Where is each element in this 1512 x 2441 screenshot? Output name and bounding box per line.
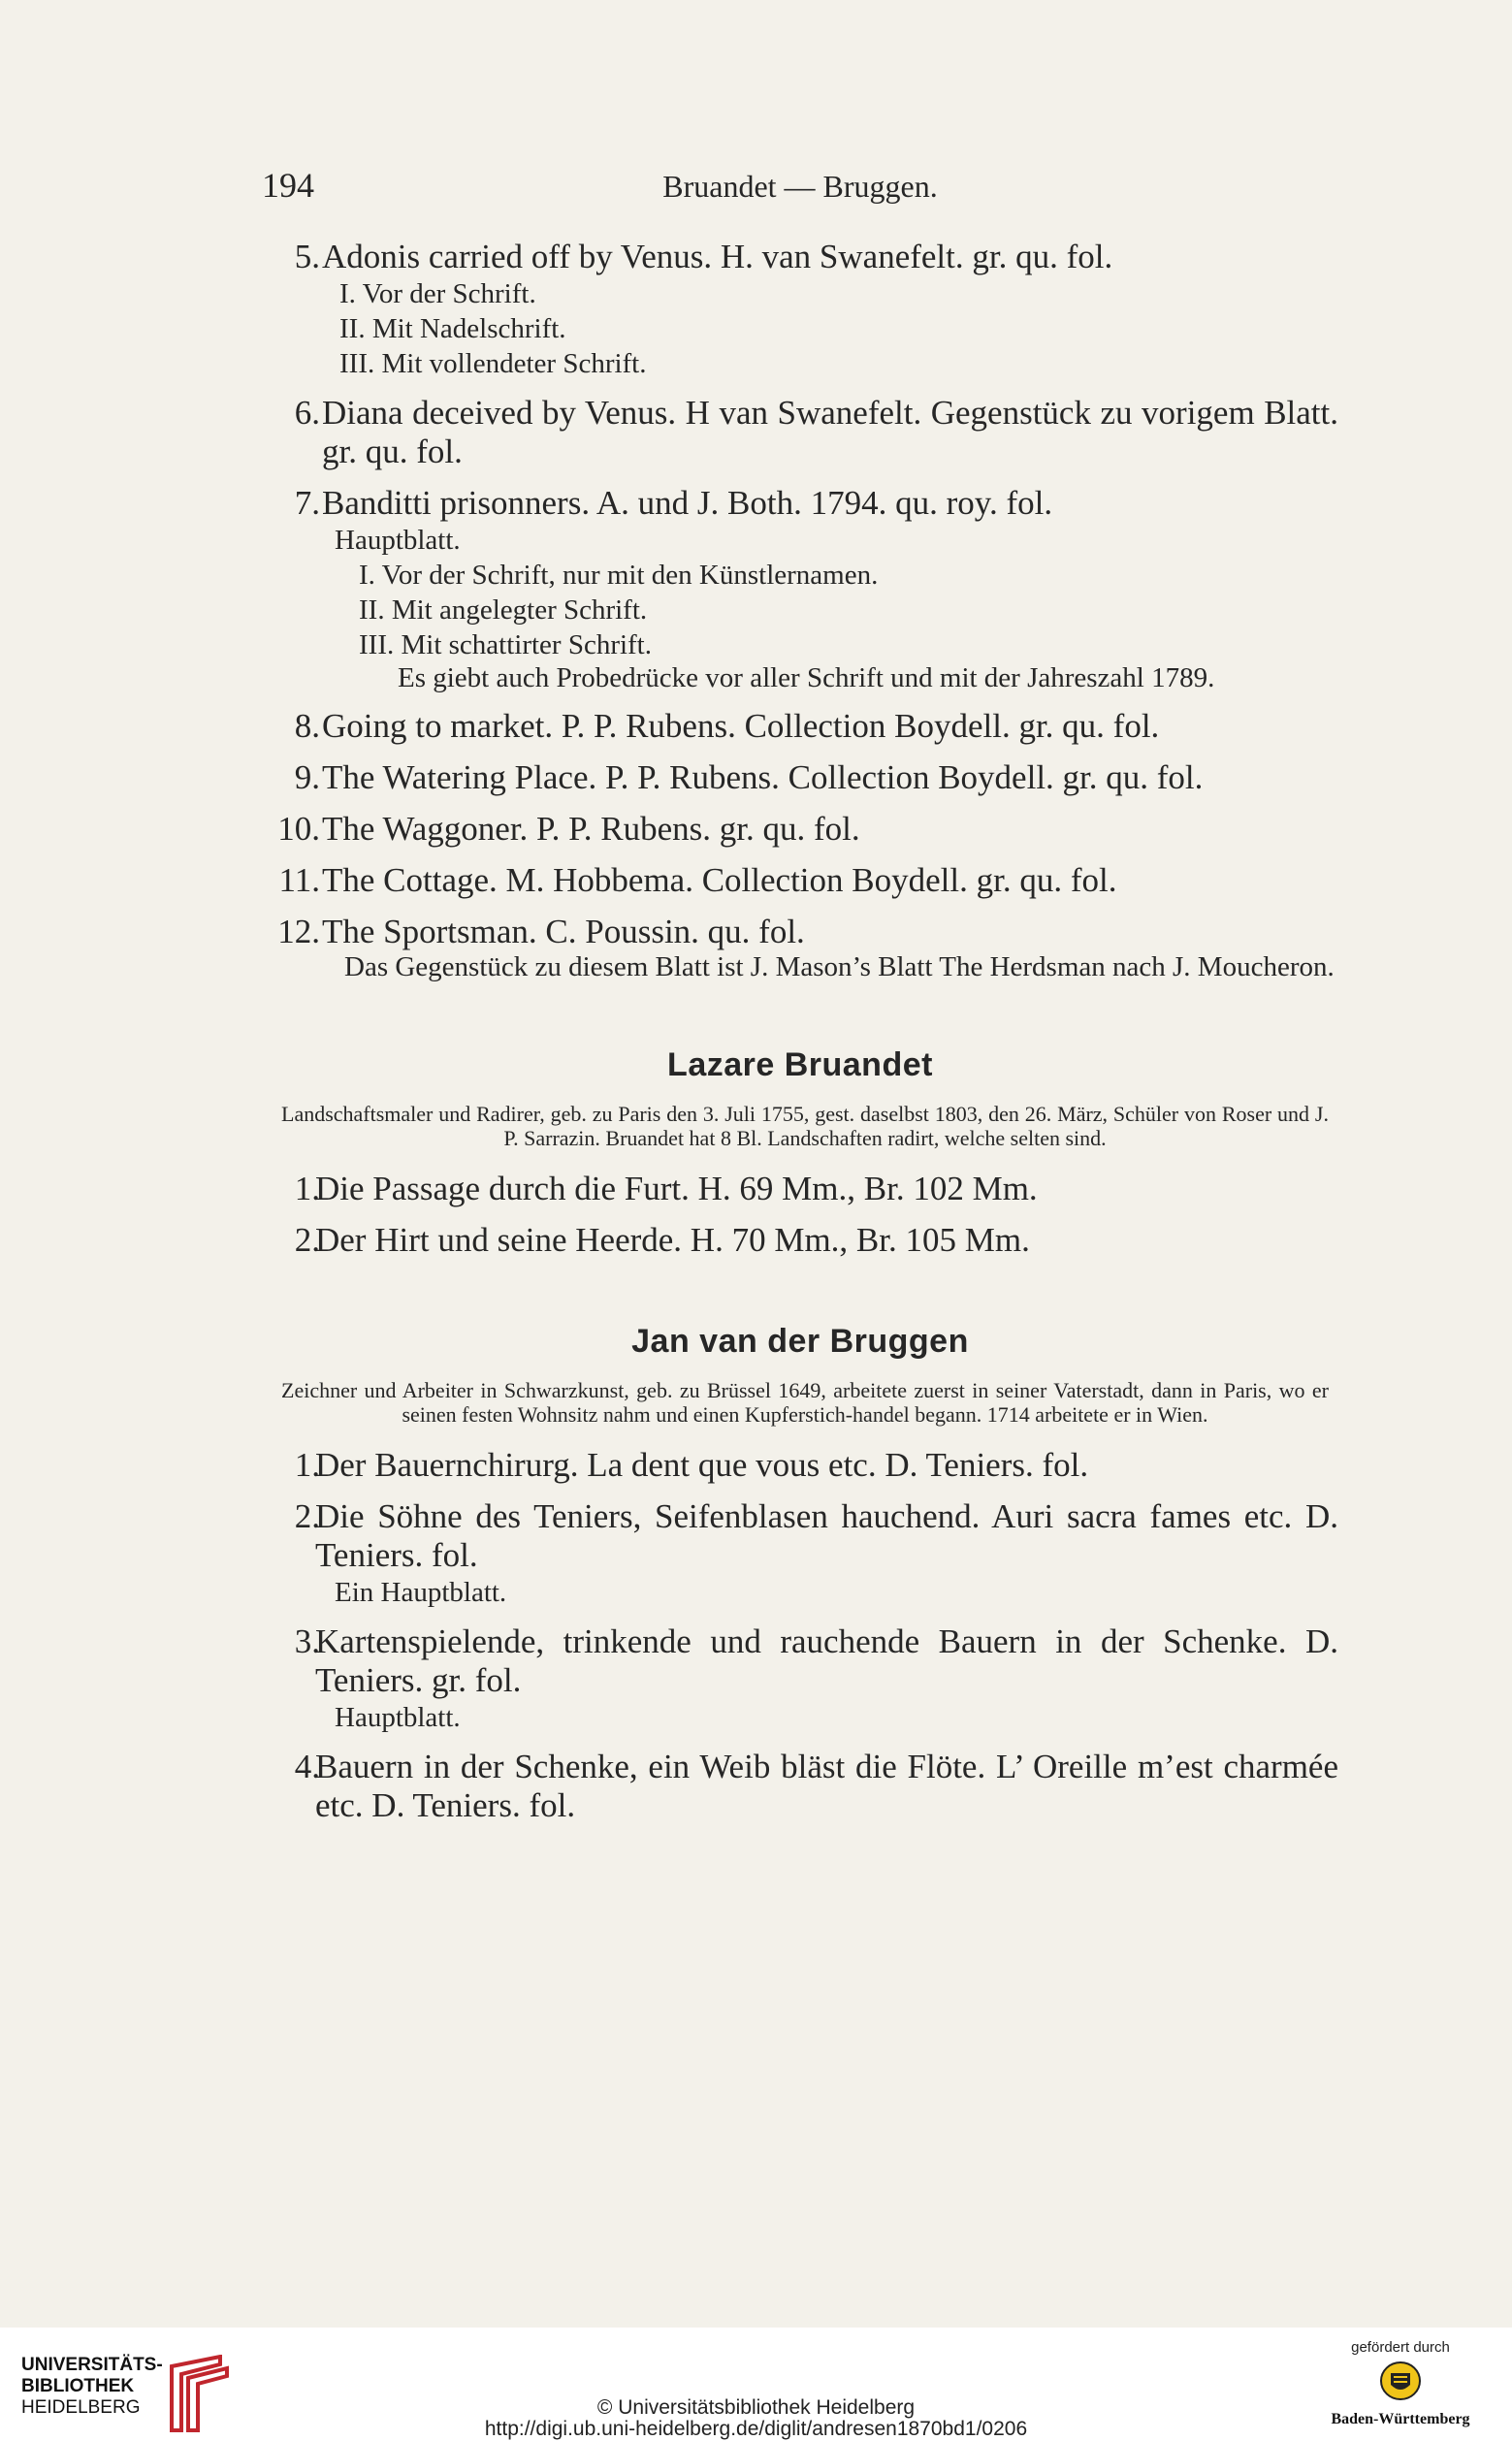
entry-number: 9. bbox=[294, 758, 320, 796]
artist-biography: Landschaftsmaler und Radirer, geb. zu Paris den 3. Juli 1755, gest. daselbst 1803, den 26. März, Schüler von Roser und J. P. Sarrazin. Bruandet hat 8 Bl. Landschaften radirt, welche selten sind. bbox=[281, 1102, 1329, 1150]
library-name-line: BIBLIOTHEK bbox=[21, 2376, 135, 2396]
catalog-entry bbox=[262, 1622, 1338, 1735]
artist-heading: Lazare Bruandet bbox=[667, 1046, 933, 1083]
entry-text: Bauern in der Schenke, ein Weib bläst die Flöte. L’ Oreille m’est charmée etc. D. Teniers. fol. bbox=[315, 1748, 1338, 1824]
entry-label: Ein Hauptblatt. bbox=[335, 1577, 507, 1608]
entry-number: 5. bbox=[294, 238, 320, 275]
state-line: II. Mit angelegter Schrift. bbox=[359, 594, 648, 626]
catalog-entry bbox=[262, 1446, 1338, 1485]
entry-label: Hauptblatt. bbox=[335, 525, 461, 556]
digitization-footer bbox=[0, 2328, 1512, 2441]
entry-text: Kartenspielende, trinkende und rauchende Bauern in der Schenke. D. Teniers. gr. fol. bbox=[315, 1622, 1338, 1699]
entry-number: 2. bbox=[294, 1221, 320, 1259]
entry-text: Der Hirt und seine Heerde. H. 70 Mm., Br. 105 Mm. bbox=[315, 1221, 1030, 1259]
funder-logo[interactable] bbox=[1318, 2339, 1483, 2428]
catalog-entry bbox=[262, 810, 1338, 849]
entry-text: Der Bauernchirurg. La dent que vous etc. D. Teniers. fol. bbox=[315, 1446, 1089, 1484]
funded-by-text: gefördert durch bbox=[1351, 2339, 1450, 2356]
entry-number: 12. bbox=[277, 913, 320, 950]
entry-text: The Watering Place. P. P. Rubens. Collection Boydell. gr. qu. fol. bbox=[322, 758, 1204, 796]
entry-number: 8. bbox=[294, 707, 320, 745]
state-line: II. Mit Nadelschrift. bbox=[339, 313, 566, 344]
entry-text: The Waggoner. P. P. Rubens. gr. qu. fol. bbox=[322, 810, 860, 848]
page-header bbox=[262, 165, 1338, 213]
library-name-line: HEIDELBERG bbox=[21, 2397, 141, 2418]
entry-text: Adonis carried off by Venus. H. van Swanefelt. gr. qu. fol. bbox=[322, 238, 1113, 275]
page-content bbox=[262, 238, 1338, 1838]
entry-text: Die Söhne des Teniers, Seifenblasen hauchend. Auri sacra fames etc. D. Teniers. fol. bbox=[315, 1497, 1338, 1574]
state-line: I. Vor der Schrift, nur mit den Künstlernamen. bbox=[359, 560, 879, 591]
entry-text: Going to market. P. P. Rubens. Collection Boydell. gr. qu. fol. bbox=[322, 707, 1160, 745]
copyright-notice bbox=[0, 2397, 1512, 2440]
entry-text: Die Passage durch die Furt. H. 69 Mm., Br. 102 Mm. bbox=[315, 1170, 1038, 1207]
coat-of-arms-icon bbox=[1379, 2360, 1422, 2402]
catalog-entry bbox=[262, 758, 1338, 797]
entry-number: 6. bbox=[294, 394, 320, 432]
catalog-entry bbox=[262, 1170, 1338, 1208]
entry-number: 11. bbox=[278, 861, 320, 899]
artist-biography: Zeichner und Arbeiter in Schwarzkunst, geb. zu Brüssel 1649, arbeitete zuerst in seiner Vaterstadt, dann in Paris, wo er seinen festen Wohnsitz nahm und einen Kupferstich-handel begann. 1714 arbeitete er in Wien. bbox=[281, 1378, 1329, 1427]
page-number: 194 bbox=[262, 166, 314, 205]
catalog-entry bbox=[262, 913, 1338, 983]
entry-text: Diana deceived by Venus. H van Swanefelt. Gegenstück zu vorigem Blatt. gr. qu. fol. bbox=[322, 394, 1338, 470]
entry-number: 2. bbox=[294, 1497, 320, 1535]
state-line: III. Mit schattirter Schrift. bbox=[359, 629, 652, 660]
entry-text: Banditti prisonners. A. und J. Both. 1794. qu. roy. fol. bbox=[322, 484, 1053, 522]
catalog-entry bbox=[262, 238, 1338, 381]
entry-label: Hauptblatt. bbox=[335, 1702, 461, 1733]
entry-note: Das Gegenstück zu diesem Blatt ist J. Mason’s Blatt The Herdsman nach J. Moucheron. bbox=[344, 951, 1335, 982]
state-line: I. Vor der Schrift. bbox=[339, 278, 536, 309]
entry-number: 3. bbox=[294, 1622, 320, 1660]
running-title: Bruandet — Bruggen. bbox=[662, 169, 938, 204]
catalog-entry bbox=[262, 1497, 1338, 1610]
artist-heading: Jan van der Bruggen bbox=[631, 1323, 969, 1360]
entry-number: 4. bbox=[294, 1748, 320, 1785]
entry-number: 1. bbox=[294, 1446, 320, 1484]
funder-name: Baden-Württemberg bbox=[1331, 2411, 1470, 2427]
copyright-text: © Universitätsbibliothek Heidelberg bbox=[596, 2396, 916, 2419]
state-line: III. Mit vollendeter Schrift. bbox=[339, 348, 647, 379]
catalog-entry bbox=[262, 707, 1338, 746]
catalog-entry bbox=[262, 861, 1338, 900]
entry-number: 7. bbox=[294, 484, 320, 522]
entry-text: The Cottage. M. Hobbema. Collection Boydell. gr. qu. fol. bbox=[322, 861, 1117, 899]
entry-number: 10. bbox=[277, 810, 320, 848]
library-name-line: UNIVERSITÄTS- bbox=[21, 2355, 163, 2375]
permalink[interactable]: http://digi.ub.uni-heidelberg.de/diglit/andresen1870bd1/0206 bbox=[484, 2418, 1028, 2440]
catalog-entry bbox=[262, 394, 1338, 471]
catalog-entry bbox=[262, 1748, 1338, 1825]
entry-note: Es giebt auch Probedrücke vor aller Schrift und mit der Jahreszahl 1789. bbox=[398, 662, 1215, 693]
entry-text: The Sportsman. C. Poussin. qu. fol. bbox=[322, 913, 805, 950]
entry-number: 1. bbox=[294, 1170, 320, 1207]
catalog-entry bbox=[262, 1221, 1338, 1260]
catalog-entry bbox=[262, 484, 1338, 694]
